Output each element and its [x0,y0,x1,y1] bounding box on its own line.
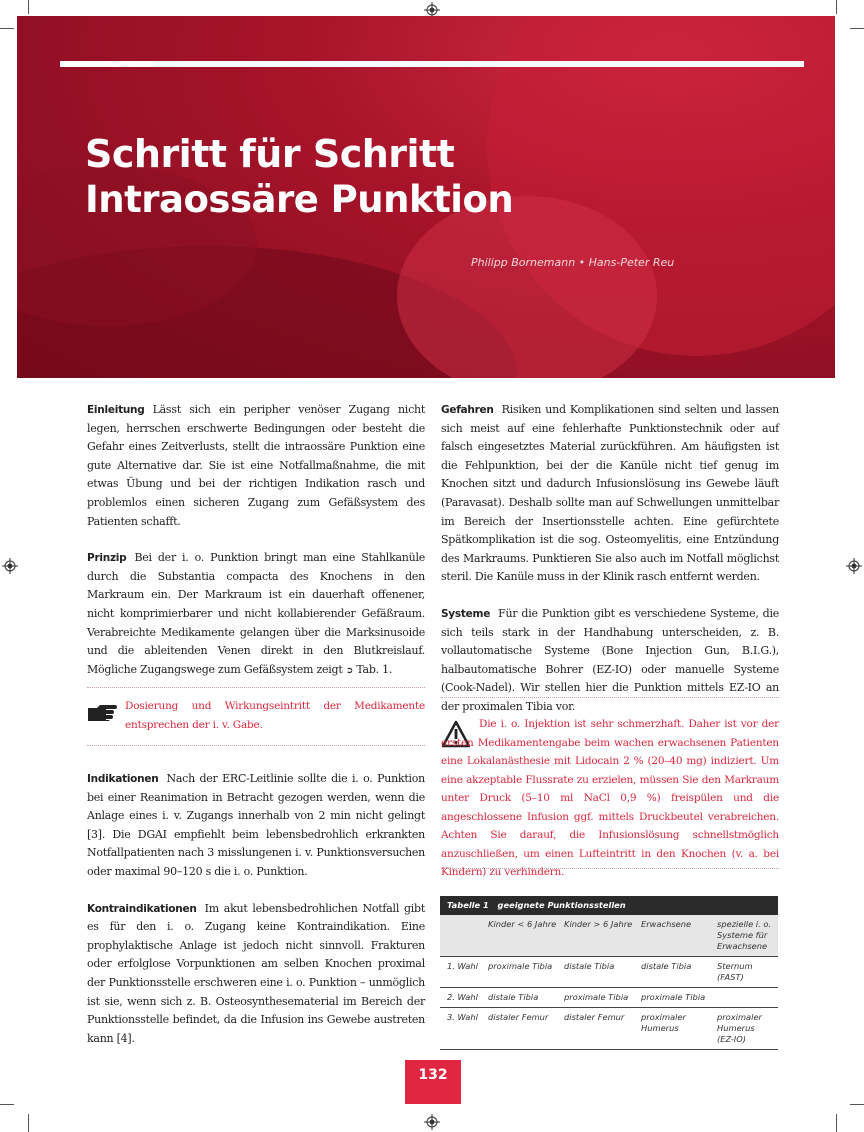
section-heading: Einleitung [87,404,145,416]
table-row [440,1008,778,1050]
table-label: Tabelle 1 [447,900,489,910]
table-cell [717,988,778,1008]
table-punktionsstellen [440,896,778,1050]
left-column-lower [87,770,425,1048]
page-number: 132 [405,1060,461,1104]
section-body: Bei der i. o. Punktion bringt man eine Stahlkanüle durch die Substantia compacta des Knochens in den Markraum ein. Der Markraum ist ein dauerhaft offenener, nicht komprimierbarer und nicht kollabierender Gefäßraum. Verabreichte Medikamente gelangen über die Marksinusoide und die ableitenden Venen direkt in den Blutkreislauf. Mögliche Zugangswege zum Gefäßsystem zeigt [87,551,425,676]
table-cell: distaler Femur [488,1008,564,1050]
table-header-cell [440,915,488,957]
table-caption [440,896,778,915]
crop-mark [850,1104,864,1105]
table-row [440,988,778,1008]
warning-box [441,697,779,878]
table-cell: 2. Wahl [440,988,488,1008]
section-body: Lässt sich ein peripher venöser Zugang nicht legen, herrschen erschwerte Bedingungen oder besteht die Gefahr eines Zeitverlusts, stellt die intraossäre Punktion eine gute Alternative dar. Sie ist eine Notfallmaßnahme, die mit etwas Übung und bei der richtigen Indikation rasch und problemlos einen sicheren Zugang zum Gefäßsystem des Patienten schafft. [87,403,425,528]
table-cell: proximale Tibia [641,988,717,1008]
registration-mark-icon [846,558,862,574]
section-kontraindikationen [87,900,425,1049]
table-cell: 1. Wahl [440,957,488,988]
table-cell: 3. Wahl [440,1008,488,1050]
table-header-cell: Kinder < 6 Jahre [488,915,564,957]
crop-mark [0,28,14,29]
table-cell: proximaler Humerus [641,1008,717,1050]
table-cell: proximale Tibia [488,957,564,988]
section-heading: Gefahren [441,404,494,416]
table-header-cell: spezielle i. o. Systeme für Erwachsene [717,915,778,957]
crop-mark [836,0,837,14]
section-heading: Kontraindikationen [87,902,197,915]
table-cell: distale Tibia [564,957,641,988]
section-heading: Indikationen [87,773,159,785]
hero-rule [60,61,804,67]
page-subtitle: Intraossäre Punktion [85,178,514,221]
note-box [87,687,425,746]
crop-mark [850,28,864,29]
crop-mark [28,0,29,14]
table-cell: Sternum (FAST) [717,957,778,988]
warning-text: Die i. o. Injektion ist sehr schmerzhaft. Daher ist vor der ersten Medikamentengabe beim wachen erwachsenen Patienten eine Lokalanästhesie mit Lidocain 2 % (20–40 mg) indiziert. Um eine akzeptable Flussrate zu erzielen, müssen Sie den Markraum unter Druck (5–10 ml NaCl 0,9 %) freispülen und die angeschlossene Infusion ggf. mittels Druckbeutel verabreichen. Achten Sie darauf, die Infusionslösung schnellstmöglich anzuschließen, um einen Lufteintritt in den Knochen (v. a. bei Kindern) zu verhindern. [441,718,779,878]
section-indikationen [87,770,425,882]
page-title: Schritt für Schritt [85,132,455,176]
section-einleitung [87,401,425,531]
section-body: Nach der ERC-Leitlinie sollte die i. o. Punktion bei einer Reanimation in Betracht gezogen werden, wenn die Anlage eines i. v. Zugangs innerhalb von 2 min nicht gelingt [3]. Die DGAI empfiehlt beim lebensbedrohlich erkrankten Notfallpatienten nach 3 misslungenen i. v. Punktionsversuchen oder maximal 90–120 s die i. o. Punktion. [87,772,425,878]
section-body: Risiken und Komplikationen sind selten und lassen sich meist auf eine fehlerhafte Punktionstechnik oder auf falsch eingesetztes Material zurückführen. Am häufigsten ist die Fehlpunktion, bei der die Kanüle nicht tief genug im Knochen sitzt und dadurch Infusionslösung ins Gewebe läuft (Paravasat). Deshalb sollte man auf Schwellungen unmittelbar im Bereich der Insertionsstelle achten. Eine gefürchtete Spätkomplikation ist die sog. Osteomyelitis, eine Entzündung des Markraums. Punktieren Sie also auch im Notfall möglichst steril. Die Kanüle muss in der Klinik rasch entfernt werden. [441,403,779,584]
pointing-hand-icon [87,703,117,721]
registration-mark-icon [2,558,18,574]
crop-mark [836,1114,837,1132]
section-body: Im akut lebensbedrohlichen Notfall gibt es für den i. o. Zugang keine Kontraindikation. Eine prophylaktische Anlage ist jedoch nicht sinnvoll. Frakturen oder erfolglose Vorpunktionen am selben Knochen proximal der Punktionsstelle erschweren eine i. o. Punktion – unmöglich ist sie, wenn sich z. B. Osteosynthesematerial im Bereich der Punktionsstelle befindet, da die Infusion ins Gewebe austreten kann [4]. [87,901,425,1045]
table-cell: distale Tibia [488,988,564,1008]
reference-arrow-icon: ➲ [345,665,354,676]
table-header-cell: Erwachsene [641,915,717,957]
section-body: Für die Punktion gibt es verschiedene Systeme, die sich teils stark in der Handhabung unterscheiden, z. B. vollautomatische Systeme (Bone Injection Gun, B.I.G.), halbautomatische Bohrer (EZ-IO) oder manuelle Systeme (Cook-Nadel). Wir stellen hier die Punktion mittels EZ-IO an der proximalen Tibia vor. [441,606,779,713]
section-heading: Systeme [441,607,491,620]
authors: Philipp Bornemann • Hans-Peter Reu [471,256,675,269]
table-header-cell: Kinder > 6 Jahre [564,915,641,957]
registration-mark-icon [424,1114,440,1130]
table-row [440,957,778,988]
note-text: Dosierung und Wirkungseintritt der Medikamente entsprechen der i. v. Gabe. [125,700,425,731]
section-heading: Prinzip [87,552,127,565]
table-header-row [440,915,778,957]
table-cell: distale Tibia [641,957,717,988]
table-cell: distaler Femur [564,1008,641,1050]
table-cell: proximaler Humerus (EZ-IO) [717,1008,778,1050]
crop-mark [0,1104,14,1105]
left-column [87,401,425,680]
table-cell: proximale Tibia [564,988,641,1008]
crop-mark [28,1114,29,1132]
right-column [441,401,779,717]
table-title: geeignete Punktionsstellen [497,900,626,910]
hero-banner [17,16,835,378]
section-prinzip [87,549,425,680]
section-gefahren [441,401,779,587]
table-reference-link[interactable]: Tab. 1. [356,662,393,676]
